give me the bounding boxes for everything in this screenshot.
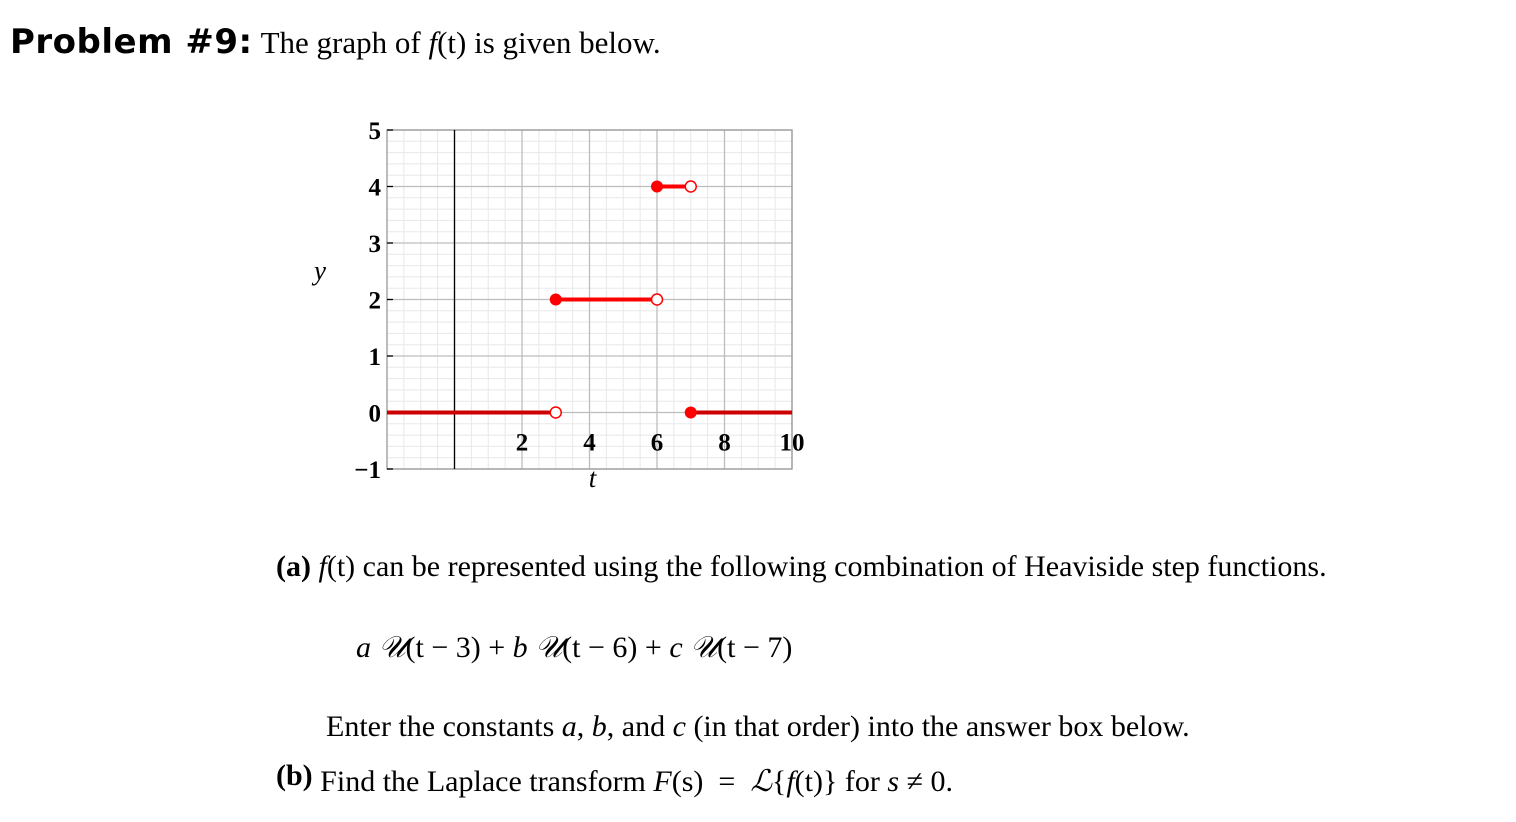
x-axis-title: t bbox=[588, 463, 597, 493]
y-tick-label: 0 bbox=[368, 400, 381, 428]
closed-endpoint bbox=[550, 294, 561, 305]
closed-endpoint bbox=[685, 407, 696, 418]
y-tick-label: 4 bbox=[368, 174, 381, 202]
heaviside-symbol: 𝒰 bbox=[690, 630, 718, 665]
x-tick-label: 10 bbox=[779, 429, 805, 457]
open-endpoint bbox=[550, 407, 561, 418]
y-tick-label: −1 bbox=[354, 457, 381, 484]
function-graph bbox=[300, 110, 830, 510]
heaviside-symbol: 𝒰 bbox=[378, 630, 406, 665]
part-b-label: (b) bbox=[276, 759, 313, 792]
part-b-statement: (b) Find the Laplace transform F(s) = ℒ{f(t)} for s ≠ 0. bbox=[276, 759, 954, 799]
y-axis-title: y bbox=[314, 255, 326, 286]
part-a-label: (a) bbox=[276, 550, 311, 583]
y-tick-label: 5 bbox=[368, 118, 381, 145]
open-endpoint bbox=[652, 294, 663, 305]
problem-label: Problem #9: bbox=[10, 22, 253, 62]
x-tick-label: 8 bbox=[718, 429, 731, 457]
x-tick-label: 6 bbox=[650, 429, 664, 457]
y-tick-label: 2 bbox=[368, 287, 381, 315]
y-tick-label: 3 bbox=[368, 231, 381, 258]
heaviside-symbol: 𝒰 bbox=[535, 630, 563, 665]
closed-endpoint bbox=[652, 181, 663, 192]
open-endpoint bbox=[685, 181, 696, 192]
heaviside-formula: a 𝒰(t − 3) + b 𝒰(t − 6) + c 𝒰(t − 7) bbox=[356, 630, 793, 665]
problem-intro: The graph of f(t) is given below. bbox=[260, 25, 661, 60]
answer-instructions: Enter the constants a, b, and c (in that order) into the answer box below. bbox=[326, 710, 1190, 743]
x-tick-label: 2 bbox=[515, 429, 529, 457]
x-tick-label: 4 bbox=[583, 429, 596, 457]
part-a-statement: (a) f(t) can be represented using the following combination of Heaviside step functions. bbox=[276, 550, 1327, 583]
laplace-symbol: ℒ bbox=[750, 764, 772, 799]
problem-heading bbox=[10, 22, 661, 62]
y-tick-label: 1 bbox=[368, 344, 381, 371]
